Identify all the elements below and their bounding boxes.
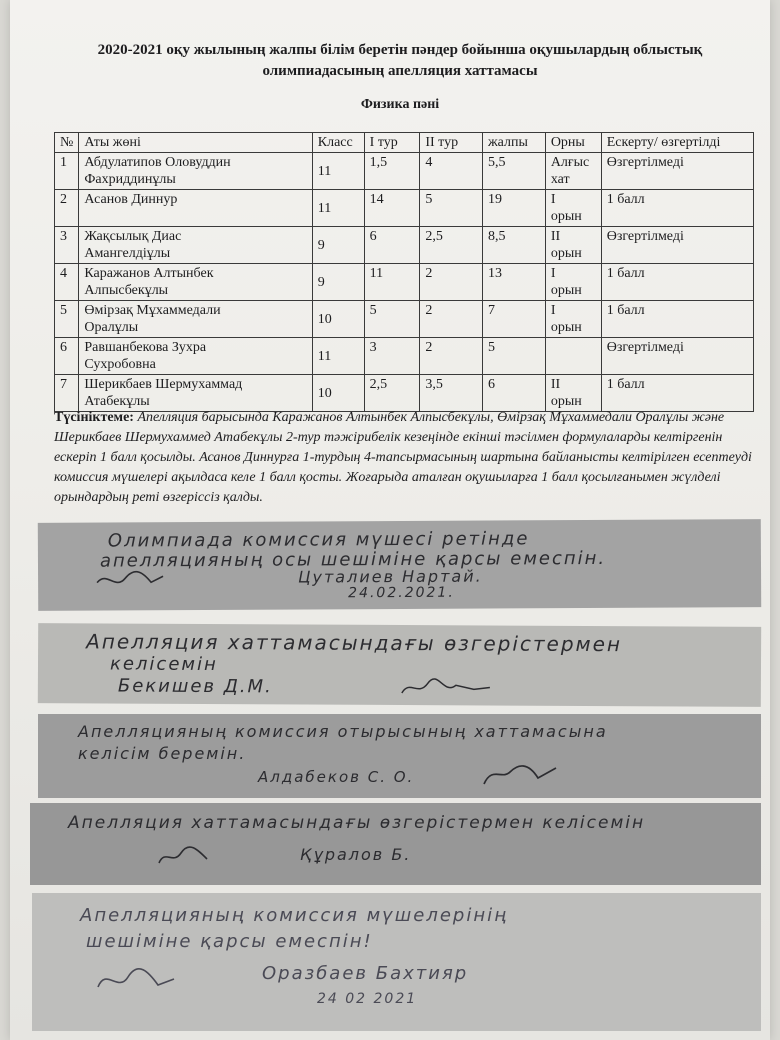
col-note-header: Ескерту/ өзгертілді	[601, 133, 753, 153]
round2-score: 3,5	[425, 377, 443, 392]
col-total-header: жалпы	[482, 133, 545, 153]
place-line-1: I	[550, 266, 556, 281]
round1-score: 2,5	[369, 377, 388, 392]
total-score: 6	[487, 377, 495, 392]
place-line-2: орын	[550, 394, 582, 409]
change-note: Өзгертілмеді	[606, 340, 684, 355]
signature-2-line-2: келісемін	[109, 653, 218, 676]
place-line-2: орын	[550, 320, 582, 335]
student-class: 9	[317, 237, 325, 253]
signature-1-scribble	[93, 568, 173, 592]
change-note: 1 балл	[606, 266, 645, 281]
table-row	[55, 301, 754, 338]
place-line-1: Алғыс	[550, 155, 590, 170]
student-class: 11	[317, 200, 332, 216]
student-name-line-2: Асанов Диннур	[84, 192, 178, 207]
student-class: 11	[317, 163, 332, 179]
signature-5-scribble	[92, 963, 182, 997]
round2-score: 2	[425, 340, 433, 355]
row-number: 6	[60, 340, 67, 355]
signature-strip-1	[38, 519, 761, 611]
table-row	[55, 190, 754, 227]
col-round2-header: II тур	[420, 133, 483, 153]
student-class: 10	[317, 311, 332, 327]
round2-score: 4	[425, 155, 433, 170]
signature-5-line-2: шешіміне қарсы емеспін!	[86, 931, 373, 952]
total-score: 19	[487, 192, 502, 207]
change-note: 1 балл	[606, 192, 645, 207]
table-header-row	[55, 133, 754, 153]
explanation-text: Апелляция барысында Каражанов Алтынбек Алпысбекұлы, Өмірзақ Мұхаммедали Оралұлы және Шерикбаев Шермухаммед Атабекұлы 2-тур тәжірибелік кезеңінде екінші тәсілмен формулаларды келтіргенін ескеріп 1 балл қосылды. Асанов Диннурға 1-турдың 4-тапсырмасының шартына байланысты келтірілген есептеуді комиссия мүшелері ақылдаса келе 1 балл қосты. Жоғарыда аталған оқушыларға 1 балл қосылғанымен жүлделі орындардың реті өзгеріссіз қалды.	[54, 410, 752, 505]
place-line-1: II	[550, 229, 561, 244]
signature-2-scribble	[398, 675, 518, 702]
student-class: 10	[317, 385, 332, 401]
signature-1-line-3: Цуталиев Нартай.	[298, 566, 483, 587]
total-score: 7	[487, 303, 495, 318]
signature-strip-5	[32, 893, 761, 1031]
col-place-header: Орны	[545, 133, 601, 153]
student-name-line-1: Шерикбаев Шермухаммад	[84, 377, 243, 392]
row-number: 4	[60, 266, 67, 281]
signature-1-line-1: Олимпиада комиссия мүшесі ретінде	[107, 528, 530, 552]
row-number: 2	[60, 192, 67, 207]
signature-4-line-2: Құралов Б.	[300, 845, 412, 864]
change-note: 1 балл	[606, 303, 645, 318]
total-score: 5,5	[487, 155, 506, 170]
student-name-line-2: Атабекұлы	[84, 394, 150, 409]
row-number: 5	[60, 303, 67, 318]
col-class-header: Класс	[312, 133, 364, 153]
signature-3-scribble	[478, 760, 568, 790]
explanation-label: Түсініктеме:	[54, 410, 134, 425]
student-name-line-2: Алпысбекұлы	[84, 283, 169, 298]
place-line-2: орын	[550, 246, 582, 261]
table-row	[55, 375, 754, 412]
round1-score: 1,5	[369, 155, 388, 170]
student-name-line-1: Равшанбекова Зухра	[84, 340, 207, 355]
table-row	[55, 338, 754, 375]
round1-score: 3	[369, 340, 377, 355]
student-name-line-1: Жақсылық Диас	[84, 229, 182, 244]
round1-score: 14	[369, 192, 384, 207]
table-row	[55, 153, 754, 190]
signature-1-line-4: 24.02.2021.	[348, 584, 455, 602]
total-score: 13	[487, 266, 502, 281]
signature-3-line-2: келісім беремін.	[78, 744, 247, 763]
round2-score: 2	[425, 266, 433, 281]
document-title-line-1: 2020-2021 оқу жылының жалпы білім беретін пәндер бойынша оқушылардың облыстық	[97, 42, 703, 58]
student-name-line-1: Каражанов Алтынбек	[84, 266, 214, 281]
student-class: 9	[317, 274, 325, 290]
place-line-2: орын	[550, 283, 582, 298]
col-name-header: Аты жөні	[79, 133, 312, 153]
signature-4-scribble	[155, 843, 225, 871]
col-number-header: №	[55, 133, 79, 153]
row-number: 1	[60, 155, 67, 170]
signature-3-line-1: Апелляцияның комиссия отырысының хаттамасына	[78, 722, 608, 741]
signature-5-line-4: 24 02 2021	[317, 991, 418, 1007]
place-line-1: I	[550, 192, 556, 207]
signature-strip-3	[38, 714, 761, 798]
signature-2-line-1: Апелляция хаттамасындағы өзгерістермен	[86, 629, 623, 657]
row-number: 7	[60, 377, 67, 392]
subject-heading: Физика пәні	[360, 97, 440, 112]
signature-2-line-3: Бекишев Д.М.	[117, 675, 273, 698]
explanation-paragraph	[54, 408, 754, 508]
total-score: 5	[487, 340, 495, 355]
round1-score: 6	[369, 229, 377, 244]
signature-4-line-1: Апелляция хаттамасындағы өзгерістермен келісемін	[68, 813, 646, 833]
place-line-1: I	[550, 303, 556, 318]
signature-3-line-3: Алдабеков С. О.	[258, 768, 415, 786]
student-name-line-2: Сухробовна	[84, 357, 156, 372]
round2-score: 2	[425, 303, 433, 318]
change-note: Өзгертілмеді	[606, 155, 684, 170]
document-title-line-2: олимпиадасының апелляция хаттамасы	[262, 63, 538, 79]
student-class: 11	[317, 348, 332, 364]
total-score: 8,5	[487, 229, 506, 244]
round1-score: 5	[369, 303, 377, 318]
results-table	[54, 132, 754, 412]
round2-score: 5	[425, 192, 433, 207]
document-page	[10, 0, 770, 1040]
table-row	[55, 227, 754, 264]
round1-score: 11	[369, 266, 384, 281]
round2-score: 2,5	[425, 229, 443, 244]
signature-1-line-2: апелляцияның осы шешіміне қарсы емеспін.	[99, 547, 607, 572]
change-note: Өзгертілмеді	[606, 229, 684, 244]
change-note: 1 балл	[606, 377, 645, 392]
signature-5-line-1: Апелляцияның комиссия мүшелерінің	[80, 905, 509, 926]
place-line-2: хат	[550, 172, 570, 187]
signature-strip-4	[30, 803, 761, 885]
signature-5-line-3: Оразбаев Бахтияр	[262, 963, 469, 984]
signature-strip-2	[38, 623, 761, 707]
student-name-line-2: Фахриддинұлы	[84, 172, 176, 187]
student-name-line-2: Амангелдіұлы	[84, 246, 171, 261]
student-name-line-2: Оралұлы	[84, 320, 139, 335]
row-number: 3	[60, 229, 67, 244]
place-line-2: орын	[550, 209, 582, 224]
place-line-1: II	[550, 377, 561, 392]
student-name-line-1: Абдулатипов Оловуддин	[84, 155, 231, 170]
col-round1-header: I тур	[364, 133, 420, 153]
student-name-line-1: Өмірзақ Мұхаммедали	[84, 303, 221, 318]
table-row	[55, 264, 754, 301]
